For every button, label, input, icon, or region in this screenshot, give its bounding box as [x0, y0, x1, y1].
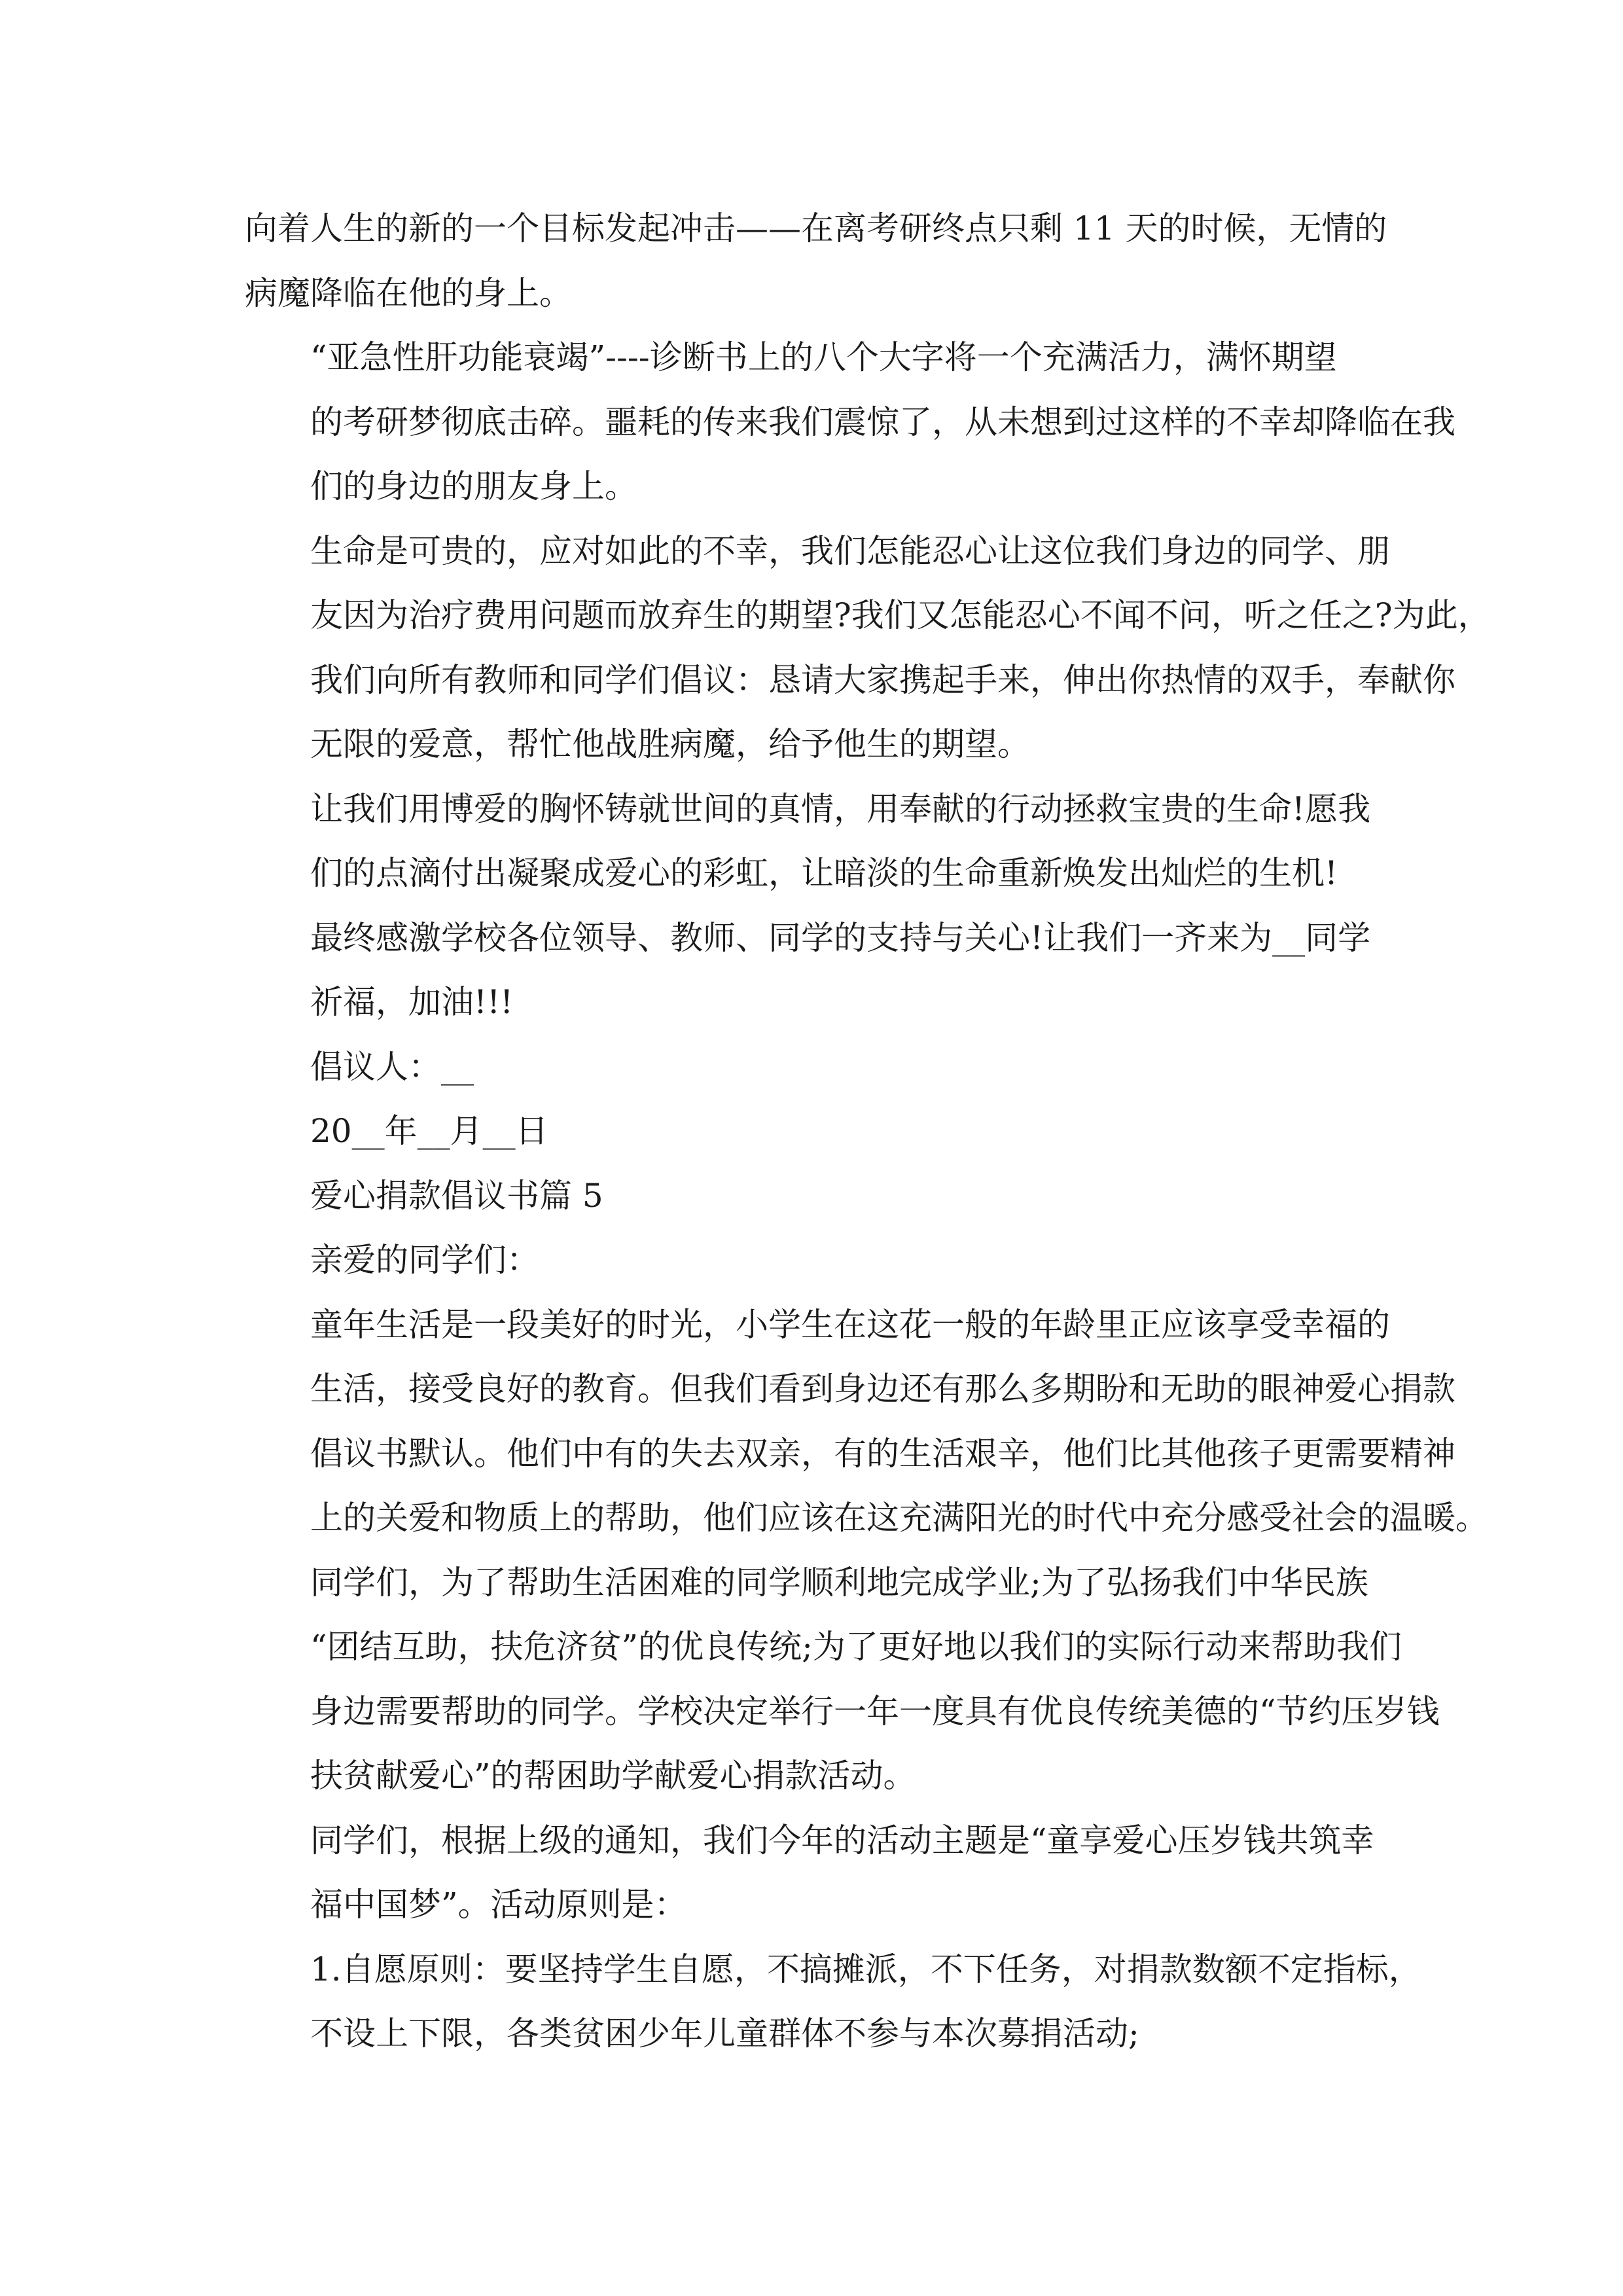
text-line: “团结互助，扶危济贫”的优良传统;为了更好地以我们的实际行动来帮助我们: [310, 1628, 1402, 1666]
paragraph: [245, 1164, 1378, 1229]
text-line: 同学们，根据上级的通知，我们今年的活动主题是“童享爱心压岁钱共筑幸: [310, 1821, 1374, 1859]
paragraph: [245, 1099, 1378, 1164]
text-line: 福中国梦”。活动原则是：: [310, 1886, 687, 1924]
paragraph: [245, 1551, 1440, 1808]
paragraph: [245, 777, 1378, 906]
text-line: 身边需要帮助的同学。学校决定举行一年一度具有优良传统美德的“节约压岁钱: [310, 1692, 1440, 1731]
text-line: 让我们用博爱的胸怀铸就世间的真情，用奉献的行动拯救宝贵的生命!愿我: [310, 789, 1371, 828]
text-line: 20__年__月__日: [310, 1112, 548, 1150]
text-line: 上的关爱和物质上的帮助，他们应该在这充满阳光的时代中充分感受社会的温暖。: [310, 1499, 1488, 1537]
text-line: 倡议书默认。他们中有的失去双亲，有的生活艰辛，他们比其他孩子更需要精神: [310, 1434, 1455, 1473]
text-line: 亲爱的同学们：: [310, 1241, 539, 1279]
text-line: “亚急性肝功能衰竭”----诊断书上的八个大字将一个充满活力，满怀期望: [310, 338, 1337, 376]
paragraph: [245, 1035, 1378, 1100]
text-line: 无限的爱意，帮忙他战胜病魔，给予他生的期望。: [310, 725, 1030, 763]
text-line: 病魔降临在他的身上。: [245, 274, 572, 312]
paragraph: [245, 325, 1455, 519]
text-line: 扶贫献爱心”的帮困助学献爱心捐款活动。: [310, 1757, 916, 1795]
text-line: 友因为治疗费用问题而放弃生的期望?我们又怎能忍心不闻不问，听之任之?为此，: [310, 596, 1491, 634]
text-line: 1.自愿原则：要坚持学生自愿，不搞摊派，不下任务，对捐款数额不定指标，: [310, 1950, 1421, 1988]
text-line: 生命是可贵的，应对如此的不幸，我们怎能忍心让这位我们身边的同学、朋: [310, 531, 1390, 570]
paragraph: [245, 196, 1387, 325]
text-line: 的考研梦彻底击碎。噩耗的传来我们震惊了，从未想到过这样的不幸却降临在我: [310, 403, 1455, 441]
text-line: 我们向所有教师和同学们倡议：恳请大家携起手来，伸出你热情的双手，奉献你: [310, 660, 1455, 699]
text-line: 爱心捐款倡议书篇 5: [310, 1176, 603, 1215]
document-body: [245, 196, 1491, 2066]
paragraph: [245, 1293, 1488, 1551]
paragraph: [245, 1808, 1378, 1937]
text-line: 祈福，加油!!!: [310, 983, 514, 1021]
paragraph: [245, 906, 1378, 1035]
text-line: 最终感激学校各位领导、教师、同学的支持与关心!让我们一齐来为__同学: [310, 918, 1371, 957]
paragraph: [245, 519, 1491, 777]
paragraph: [245, 1228, 1378, 1293]
text-line: 们的身边的朋友身上。: [310, 467, 637, 505]
text-line: 们的点滴付出凝聚成爱心的彩虹，让暗淡的生命重新焕发出灿烂的生机!: [310, 854, 1338, 892]
paragraph: [245, 1937, 1421, 2066]
text-line: 倡议人：__: [310, 1047, 474, 1086]
text-line: 不设上下限，各类贫困少年儿童群体不参与本次募捐活动;: [310, 2015, 1139, 2053]
text-line: 童年生活是一段美好的时光，小学生在这花一般的年龄里正应该享受幸福的: [310, 1305, 1390, 1344]
text-line: 生活，接受良好的教育。但我们看到身边还有那么多期盼和无助的眼神爱心捐款: [310, 1370, 1455, 1408]
text-line: 向着人生的新的一个目标发起冲击——在离考研终点只剩 11 天的时候，无情的: [245, 209, 1387, 247]
text-line: 同学们，为了帮助生活困难的同学顺利地完成学业;为了弘扬我们中华民族: [310, 1563, 1368, 1602]
